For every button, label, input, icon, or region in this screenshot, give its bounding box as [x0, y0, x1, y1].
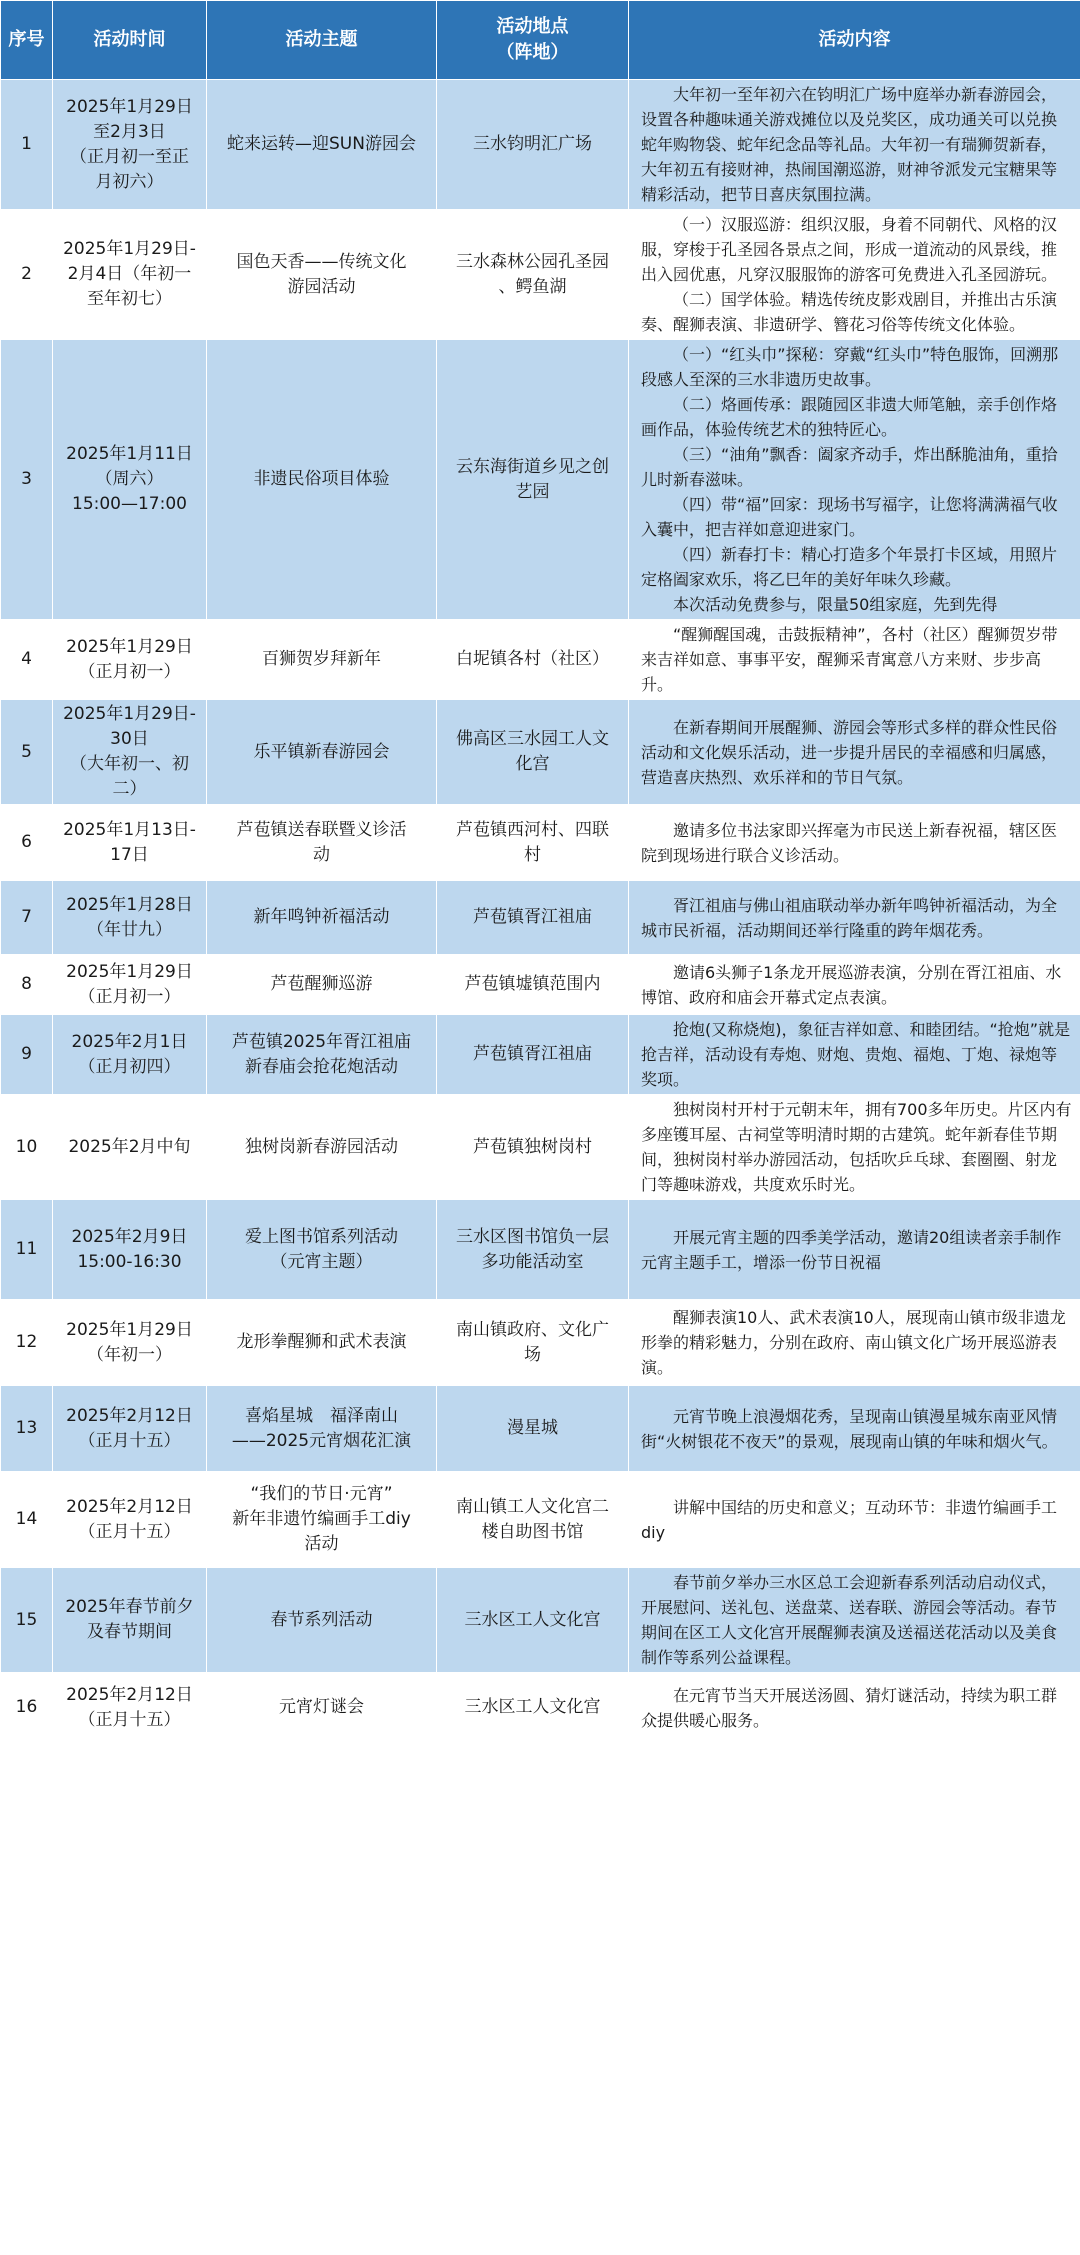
table-row	[1, 1472, 1080, 1568]
row-index: 5	[1, 700, 53, 805]
table-row	[1, 1015, 1080, 1095]
content-paragraph: 春节前夕举办三水区总工会迎新春系列活动启动仪式，开展慰问、送礼包、送盘菜、送春联、游园会等活动。春节期间在区工人文化宫开展醒狮表演及送福送花活动以及美食制作等系列公益课程。	[641, 1573, 1058, 1667]
row-time: 2025年1月29日- 30日 （大年初一、初 二）	[53, 700, 207, 805]
row-index: 12	[1, 1300, 53, 1386]
content-paragraph: （二）烙画传承：跟随园区非遗大师笔触，亲手创作烙画作品，体验传统艺术的独特匠心。	[641, 395, 1058, 439]
content-paragraph: 醒狮表演10人、武术表演10人，展现南山镇市级非遗龙形拳的精彩魅力，分别在政府、南山镇文化广场开展巡游表演。	[641, 1308, 1066, 1377]
row-location: 南山镇政府、文化广 场	[437, 1300, 629, 1386]
row-index: 7	[1, 881, 53, 955]
header-location: 活动地点 （阵地）	[437, 1, 629, 80]
row-time: 2025年1月28日 （年廿九）	[53, 881, 207, 955]
row-location: 芦苞镇独树岗村	[437, 1095, 629, 1200]
row-content	[629, 1673, 1080, 1743]
row-theme: 独树岗新春游园活动	[207, 1095, 437, 1200]
content-paragraph: 元宵节晚上浪漫烟花秀，呈现南山镇漫星城东南亚风情街“火树银花不夜天”的景观，展现南山镇的年味和烟火气。	[641, 1406, 1058, 1451]
table-row	[1, 1095, 1080, 1200]
row-theme: 爱上图书馆系列活动 （元宵主题）	[207, 1200, 437, 1300]
table-row	[1, 210, 1080, 340]
row-content	[629, 1015, 1080, 1095]
row-time: 2025年2月12日 （正月十五）	[53, 1386, 207, 1472]
row-content	[629, 1386, 1080, 1472]
content-paragraph: 开展元宵主题的四季美学活动，邀请20组读者亲手制作元宵主题手工，增添一份节日祝福	[641, 1227, 1062, 1272]
table-row	[1, 620, 1080, 700]
row-location: 芦苞镇西河村、四联 村	[437, 805, 629, 881]
row-location: 芦苞镇胥江祖庙	[437, 1015, 629, 1095]
header-theme: 活动主题	[207, 1, 437, 80]
row-content	[629, 1200, 1080, 1300]
row-location: 佛高区三水园工人文 化宫	[437, 700, 629, 805]
content-paragraph: （一）汉服巡游：组织汉服，身着不同朝代、风格的汉服，穿梭于孔圣园各景点之间，形成一道流动的风景线，推出入园优惠，凡穿汉服服饰的游客可免费进入孔圣园游玩。	[641, 215, 1058, 284]
row-time: 2025年1月29日 （年初一）	[53, 1300, 207, 1386]
row-index: 15	[1, 1568, 53, 1673]
row-index: 16	[1, 1673, 53, 1743]
row-index: 6	[1, 805, 53, 881]
row-content	[629, 1095, 1080, 1200]
row-location: 三水钧明汇广场	[437, 80, 629, 210]
row-content	[629, 1568, 1080, 1673]
row-content	[629, 1300, 1080, 1386]
content-paragraph: 邀请6头狮子1条龙开展巡游表演，分别在胥江祖庙、水博馆、政府和庙会开幕式定点表演。	[641, 962, 1062, 1007]
row-index: 8	[1, 955, 53, 1015]
row-time: 2025年2月12日 （正月十五）	[53, 1472, 207, 1568]
row-theme: 百狮贺岁拜新年	[207, 620, 437, 700]
row-index: 10	[1, 1095, 53, 1200]
content-paragraph: 大年初一至年初六在钧明汇广场中庭举办新春游园会，设置各种趣味通关游戏摊位以及兑奖区，成功通关可以兑换蛇年购物袋、蛇年纪念品等礼品。大年初一有瑞狮贺新春，大年初五有接财神，热闹国潮巡游，财神爷派发元宝糖果等精彩活动，把节日喜庆氛围拉满。	[641, 85, 1058, 204]
row-time: 2025年2月12日 （正月十五）	[53, 1673, 207, 1743]
content-paragraph: 本次活动免费参与，限量50组家庭，先到先得	[673, 595, 998, 614]
row-theme: 春节系列活动	[207, 1568, 437, 1673]
table-row	[1, 881, 1080, 955]
content-paragraph: 讲解中国结的历史和意义；互动环节：非遗竹编画手工diy	[641, 1497, 1058, 1542]
table-row	[1, 1673, 1080, 1743]
content-paragraph: （二）国学体验。精选传统皮影戏剧目，并推出古乐演奏、醒狮表演、非遗研学、簪花习俗等传统文化体验。	[641, 290, 1058, 334]
table-row	[1, 1568, 1080, 1673]
table-row	[1, 1300, 1080, 1386]
table-row	[1, 1200, 1080, 1300]
row-index: 3	[1, 340, 53, 620]
row-content	[629, 700, 1080, 805]
row-index: 9	[1, 1015, 53, 1095]
row-location: 云东海街道乡见之创 艺园	[437, 340, 629, 620]
row-time: 2025年2月9日 15:00-16:30	[53, 1200, 207, 1300]
content-paragraph: 在新春期间开展醒狮、游园会等形式多样的群众性民俗活动和文化娱乐活动，进一步提升居民的幸福感和归属感，营造喜庆热烈、欢乐祥和的节日气氛。	[641, 717, 1058, 787]
row-location: 南山镇工人文化宫二 楼自助图书馆	[437, 1472, 629, 1568]
row-index: 4	[1, 620, 53, 700]
header-content: 活动内容	[629, 1, 1080, 80]
row-time: 2025年1月13日- 17日	[53, 805, 207, 881]
content-paragraph: 抢炮(又称烧炮)，象征吉祥如意、和睦团结。“抢炮”就是抢吉祥，活动设有寿炮、财炮、贵炮、福炮、丁炮、禄炮等奖项。	[641, 1020, 1071, 1089]
content-paragraph: （四）新春打卡：精心打造多个年景打卡区域，用照片定格阖家欢乐，将乙巳年的美好年味久珍藏。	[641, 545, 1058, 589]
content-paragraph: 胥江祖庙与佛山祖庙联动举办新年鸣钟祈福活动，为全城市民祈福，活动期间还举行隆重的跨年烟花秀。	[641, 895, 1058, 940]
row-theme: 新年鸣钟祈福活动	[207, 881, 437, 955]
content-paragraph: 独树岗村开村于元朝末年，拥有700多年历史。片区内有多座镬耳屋、古祠堂等明清时期的古建筑。蛇年新春佳节期间，独树岗村举办游园活动，包括吹乒乓球、套圈圈、射龙门等趣味游戏，共度欢乐时光。	[641, 1100, 1072, 1194]
row-theme: 乐平镇新春游园会	[207, 700, 437, 805]
row-theme: 蛇来运转—迎SUN游园会	[207, 80, 437, 210]
row-location: 芦苞镇墟镇范围内	[437, 955, 629, 1015]
row-location: 三水区工人文化宫	[437, 1568, 629, 1673]
content-paragraph: 邀请多位书法家即兴挥毫为市民送上新春祝福，辖区医院到现场进行联合义诊活动。	[641, 820, 1058, 865]
row-location: 白坭镇各村（社区）	[437, 620, 629, 700]
row-theme: “我们的节日·元宵” 新年非遗竹编画手工diy 活动	[207, 1472, 437, 1568]
table-row	[1, 805, 1080, 881]
row-content	[629, 955, 1080, 1015]
row-content	[629, 881, 1080, 955]
table-row	[1, 340, 1080, 620]
row-index: 14	[1, 1472, 53, 1568]
header-row	[1, 1, 1080, 80]
row-time: 2025年1月29日- 2月4日（年初一 至年初七）	[53, 210, 207, 340]
row-content	[629, 1472, 1080, 1568]
row-theme: 芦苞醒狮巡游	[207, 955, 437, 1015]
row-content	[629, 210, 1080, 340]
row-time: 2025年1月29日 （正月初一）	[53, 955, 207, 1015]
row-index: 13	[1, 1386, 53, 1472]
row-location: 三水森林公园孔圣园 、鳄鱼湖	[437, 210, 629, 340]
row-content	[629, 340, 1080, 620]
table-row	[1, 700, 1080, 805]
row-time: 2025年1月11日 （周六） 15:00—17:00	[53, 340, 207, 620]
row-time: 2025年2月中旬	[53, 1095, 207, 1200]
header-time: 活动时间	[53, 1, 207, 80]
row-time: 2025年1月29日 至2月3日 （正月初一至正 月初六）	[53, 80, 207, 210]
row-index: 2	[1, 210, 53, 340]
row-index: 1	[1, 80, 53, 210]
row-index: 11	[1, 1200, 53, 1300]
content-paragraph: （一）“红头巾”探秘：穿戴“红头巾”特色服饰，回溯那段感人至深的三水非遗历史故事。	[641, 345, 1059, 389]
content-paragraph: 在元宵节当天开展送汤圆、猜灯谜活动，持续为职工群众提供暖心服务。	[641, 1685, 1058, 1730]
row-content	[629, 80, 1080, 210]
row-theme: 非遗民俗项目体验	[207, 340, 437, 620]
row-theme: 芦苞镇送春联暨义诊活 动	[207, 805, 437, 881]
row-content	[629, 805, 1080, 881]
row-location: 漫星城	[437, 1386, 629, 1472]
table-row	[1, 1386, 1080, 1472]
row-theme: 芦苞镇2025年胥江祖庙 新春庙会抢花炮活动	[207, 1015, 437, 1095]
content-paragraph: （四）带“福”回家：现场书写福字，让您将满满福气收入囊中，把吉祥如意迎进家门。	[641, 495, 1058, 539]
table-row	[1, 80, 1080, 210]
row-theme: 元宵灯谜会	[207, 1673, 437, 1743]
content-paragraph: “醒狮醒国魂，击鼓振精神”，各村（社区）醒狮贺岁带来吉祥如意、事事平安，醒狮采青寓意八方来财、步步高升。	[641, 625, 1058, 694]
row-theme: 龙形拳醒狮和武术表演	[207, 1300, 437, 1386]
content-paragraph: （三）“油角”飘香：阖家齐动手，炸出酥脆油角，重拾儿时新春滋味。	[641, 445, 1058, 489]
row-location: 三水区图书馆负一层 多功能活动室	[437, 1200, 629, 1300]
row-location: 三水区工人文化宫	[437, 1673, 629, 1743]
row-time: 2025年1月29日 （正月初一）	[53, 620, 207, 700]
row-theme: 国色天香——传统文化 游园活动	[207, 210, 437, 340]
row-time: 2025年2月1日 （正月初四）	[53, 1015, 207, 1095]
row-time: 2025年春节前夕 及春节期间	[53, 1568, 207, 1673]
row-content	[629, 620, 1080, 700]
row-theme: 喜焰星城 福泽南山 ——2025元宵烟花汇演	[207, 1386, 437, 1472]
row-location: 芦苞镇胥江祖庙	[437, 881, 629, 955]
header-index: 序号	[1, 1, 53, 80]
table-row	[1, 955, 1080, 1015]
